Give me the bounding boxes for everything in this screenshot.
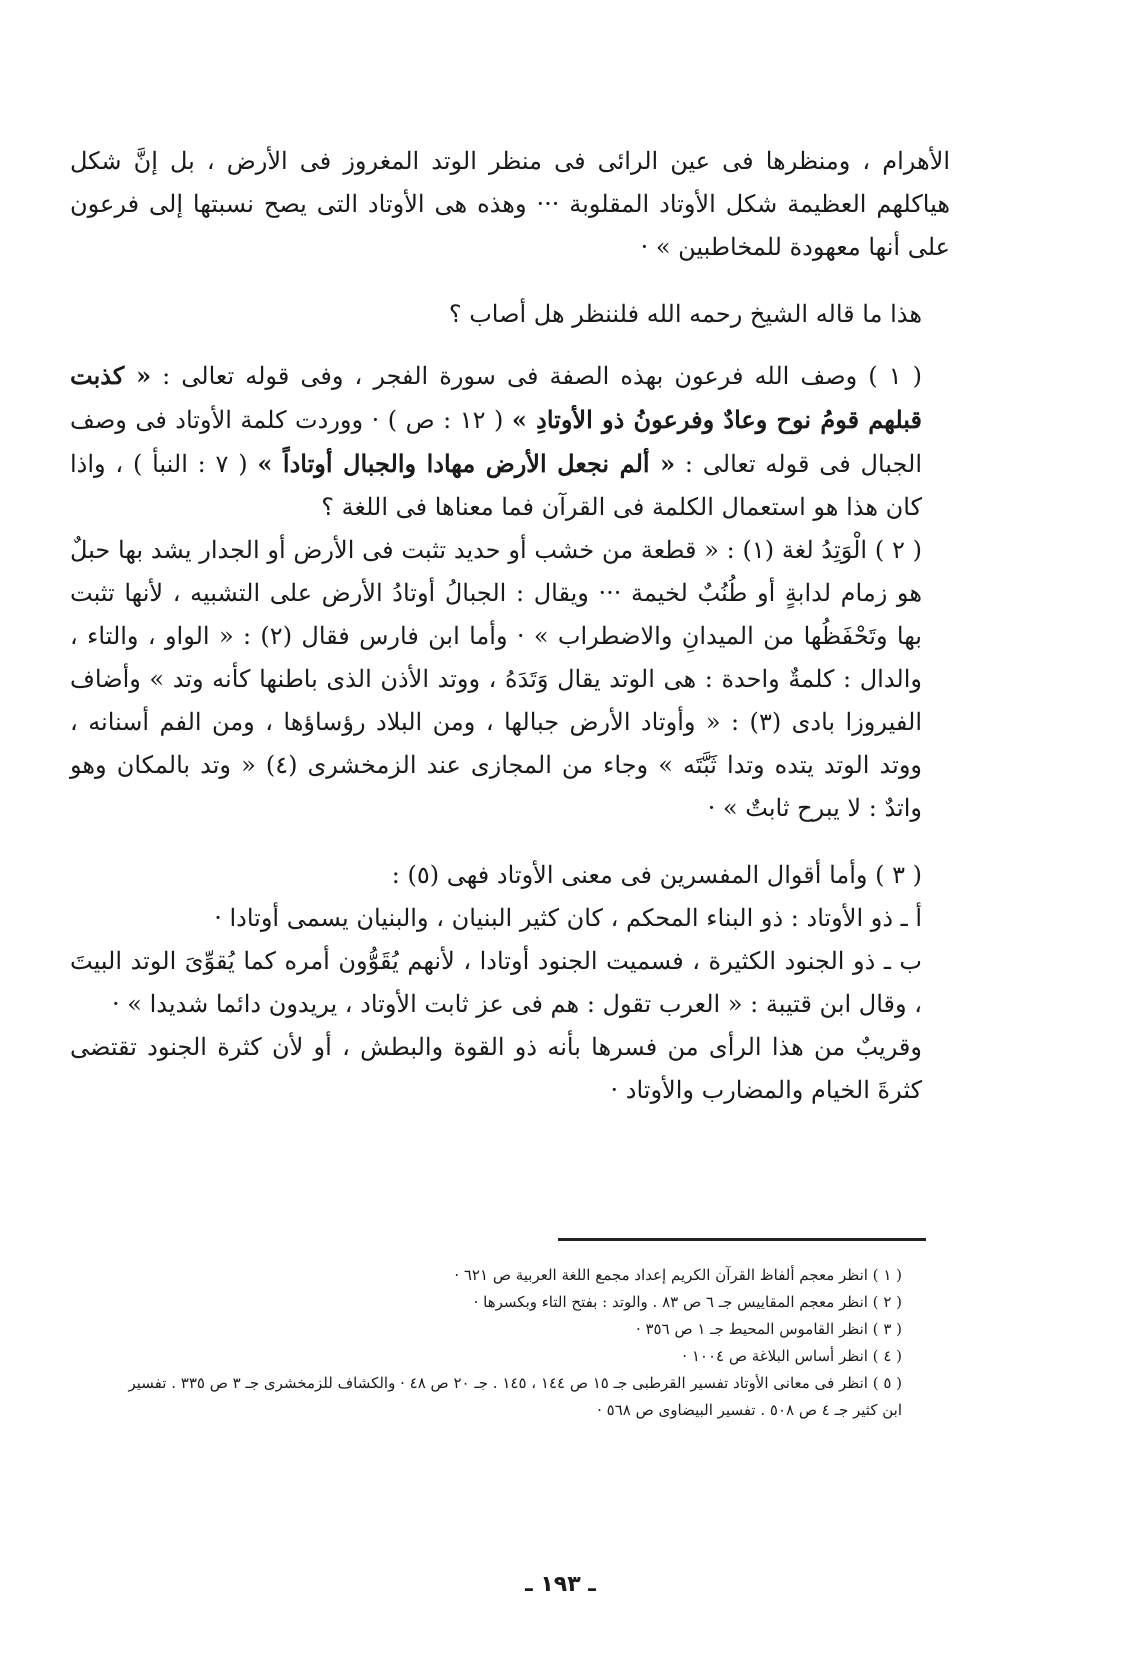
page-number: ـ ١٩٣ ـ [525,1572,596,1597]
paragraph-linguistic: ( ٢ ) الْوَتِدُ لغة (١) : « قطعة من خشب أو حديد تثبت فى الأرض أو الجدار يشد بها حبلٌ هو زمام لدابةٍ أو طُنُبٌ لخيمة ··· ويقال : الجبالُ أوتادُ الأرض على التشبيه ، لأنها تثبت بها وتَحْفَظُها من الميدانِ والاضطراب » · وأما ابن فارس فقال (٢) : « الواو ، والتاء ، والدال : كلمةٌ واحدة : هى الوتد يقال وَتَدَهُ ، ووتد الأذن الذى باطنها كأنه وتد » وأضاف الفيروزا بادى (٣) : « وأوتاد الأرض جبالها ، ومن البلاد رؤساؤها ، ومن الفم أسنانه ، ووتد الوتد يتده وتدا ثَبَّتَه » وجاء من المجازى عند الزمخشرى (٤) « وتد بالمكان وهو واتدٌ : لا يبرح ثابتٌ » · [70,536,923,822]
paragraph-question: هذا ما قاله الشيخ رحمه الله فلننظر هل أصاب ؟ [448,300,922,328]
footnote-5-continued: ابن كثير جـ ٤ ص ٥٠٨ . تفسير البيضاوى ص ٥٦٨ · [597,1401,902,1419]
quran-quote-naba: « ألم نجعل الأرض مهادا والجبال أوتاداً » [257,449,676,478]
text-segment: ( ١ ) وصف الله فرعون بهذه الصفة فى سورة الفجر ، وفى قوله تعالى : [151,362,923,390]
paragraph-point-a: أ ـ ذو الأوتاد : ذو البناء المحكم ، كان كثير البنيان ، والبنيان يسمى أوتادا · [214,904,922,932]
footnote-3: ( ٣ ) انظر القاموس المحيط جـ ١ ص ٣٥٦ · [635,1320,902,1338]
footnote-2: ( ٢ ) انظر معجم المقاييس جـ ٦ ص ٨٣ . والوتد : بفتح التاء وبكسرها · [473,1293,902,1311]
quran-quote-fajr: « كذبت قبلهم قومُ نوح وعادٌ وفرعونُ ذو الأوتادِ » [70,361,922,434]
page-body [70,140,950,1112]
paragraph-pyramids: الأهرام ، ومنظرها فى عين الرائى فى منظر الوتد المغروز فى الأرض ، بل إنَّ شكل هياكلهم العظيمة شكل الأوتاد المقلوبة ··· وهذه هى الأوتاد التى يصح نسبتها إلى فرعون على أنها معهودة للمخاطبين » · [70,147,950,261]
footnote-divider [558,1238,926,1241]
text-segment: ( ١٢ : ص ) · ووردت كلمة الأوتاد فى وصف الجبال فى قوله تعالى : [70,406,923,478]
text-segment: ( ٧ : النبأ ) ، واذا كان هذا هو استعمال الكلمة فى القرآن فما معناها فى اللغة ؟ [70,450,922,521]
footnote-5: ( ٥ ) انظر فى معانى الأوتاد تفسير القرطبى جـ ١٥ ص ١٤٤ ، ١٤٥ . جـ ٢٠ ص ٤٨ · والكشاف للزمخشرى جـ ٣ ص ٣٣٥ . تفسير [128,1374,902,1392]
paragraph-conclusion: وقريبٌ من هذا الرأى من فسرها بأنه ذو القوة والبطش ، أو لأن كثرة الجنود تقتضى كثرةَ الخيام والمضارب والأوتاد · [70,1033,922,1104]
footnote-4: ( ٤ ) انظر أساس البلاغة ص ١٠٠٤ · [682,1347,902,1365]
footnote-1: ( ١ ) انظر معجم ألفاظ القرآن الكريم إعداد مجمع اللغة العربية ص ٦٢١ · [454,1266,902,1284]
footnotes [62,1262,924,1424]
paragraph-point-b: ب ـ ذو الجنود الكثيرة ، فسميت الجنود أوتادا ، لأنهم يُقَوُّون أمره كما يُقوِّىَ الوتد البيتَ ، وقال ابن قتيبة : « العرب تقول : هم فى عز ثابت الأوتاد ، يريدون دائما شديدا » · [70,947,922,1018]
paragraph-commentators: ( ٣ ) وأما أقوال المفسرين فى معنى الأوتاد فهى (٥) : [391,861,922,889]
paragraph-quran-usage [70,354,950,529]
